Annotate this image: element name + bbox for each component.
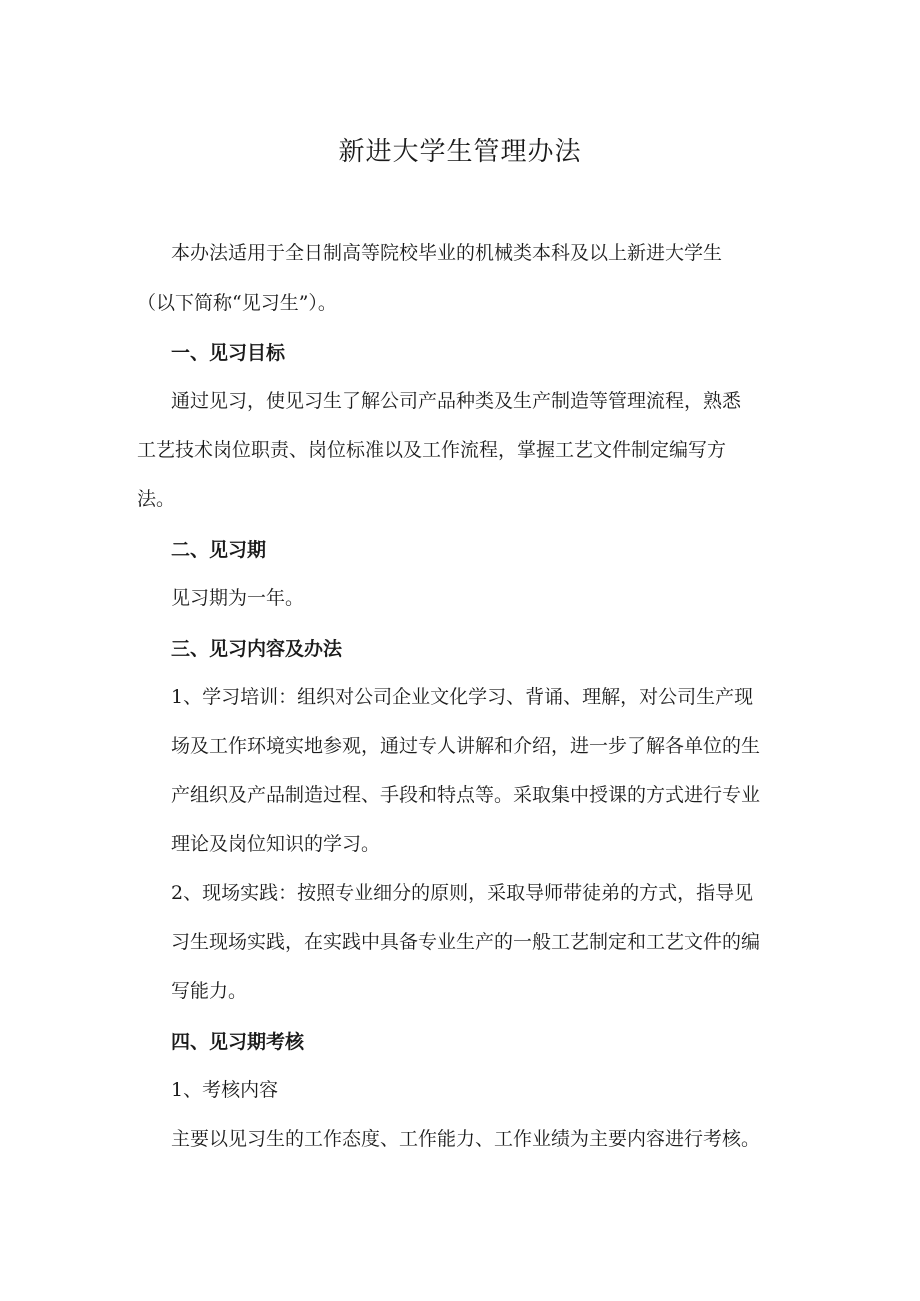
intro-line-1: 本办法适用于全日制高等院校毕业的机械类本科及以上新进大学生 xyxy=(171,242,723,264)
section-goals-line-2: 工艺技术岗位职责、岗位标准以及工作流程，掌握工艺文件制定编写方 xyxy=(137,439,727,461)
section-period-line-1: 见习期为一年。 xyxy=(171,587,305,609)
section-heading-period: 二、见习期 xyxy=(171,539,267,561)
section-heading-goals: 一、见习目标 xyxy=(171,342,286,364)
content-item1-line-4: 理论及岗位知识的学习。 xyxy=(171,833,381,855)
content-item2-line-1: 2、现场实践：按照专业细分的原则，采取导师带徒弟的方式，指导见 xyxy=(171,882,754,904)
content-item1-line-2: 场及工作环境实地参观，通过专人讲解和介绍，进一步了解各单位的生 xyxy=(171,735,761,757)
content-item1-line-3: 产组织及产品制造过程、手段和特点等。采取集中授课的方式进行专业 xyxy=(171,784,761,806)
section-heading-assessment: 四、见习期考核 xyxy=(171,1031,305,1053)
section-heading-content: 三、见习内容及办法 xyxy=(171,638,343,660)
section-goals-line-1: 通过见习，使见习生了解公司产品种类及生产制造等管理流程，熟悉 xyxy=(171,390,742,412)
assessment-line-1: 主要以见习生的工作态度、工作能力、工作业绩为主要内容进行考核。 xyxy=(171,1128,761,1150)
content-item1-line-1: 1、学习培训：组织对公司企业文化学习、背诵、理解，对公司生产现 xyxy=(171,686,754,708)
section-goals-line-3: 法。 xyxy=(137,488,176,510)
content-item2-line-2: 习生现场实践，在实践中具备专业生产的一般工艺制定和工艺文件的编 xyxy=(171,931,761,953)
assessment-subheading: 1、考核内容 xyxy=(171,1079,279,1101)
intro-line-2: （以下简称“见习生”）。 xyxy=(137,292,337,314)
content-item2-line-3: 写能力。 xyxy=(171,980,248,1002)
page-title: 新进大学生管理办法 xyxy=(338,137,582,167)
